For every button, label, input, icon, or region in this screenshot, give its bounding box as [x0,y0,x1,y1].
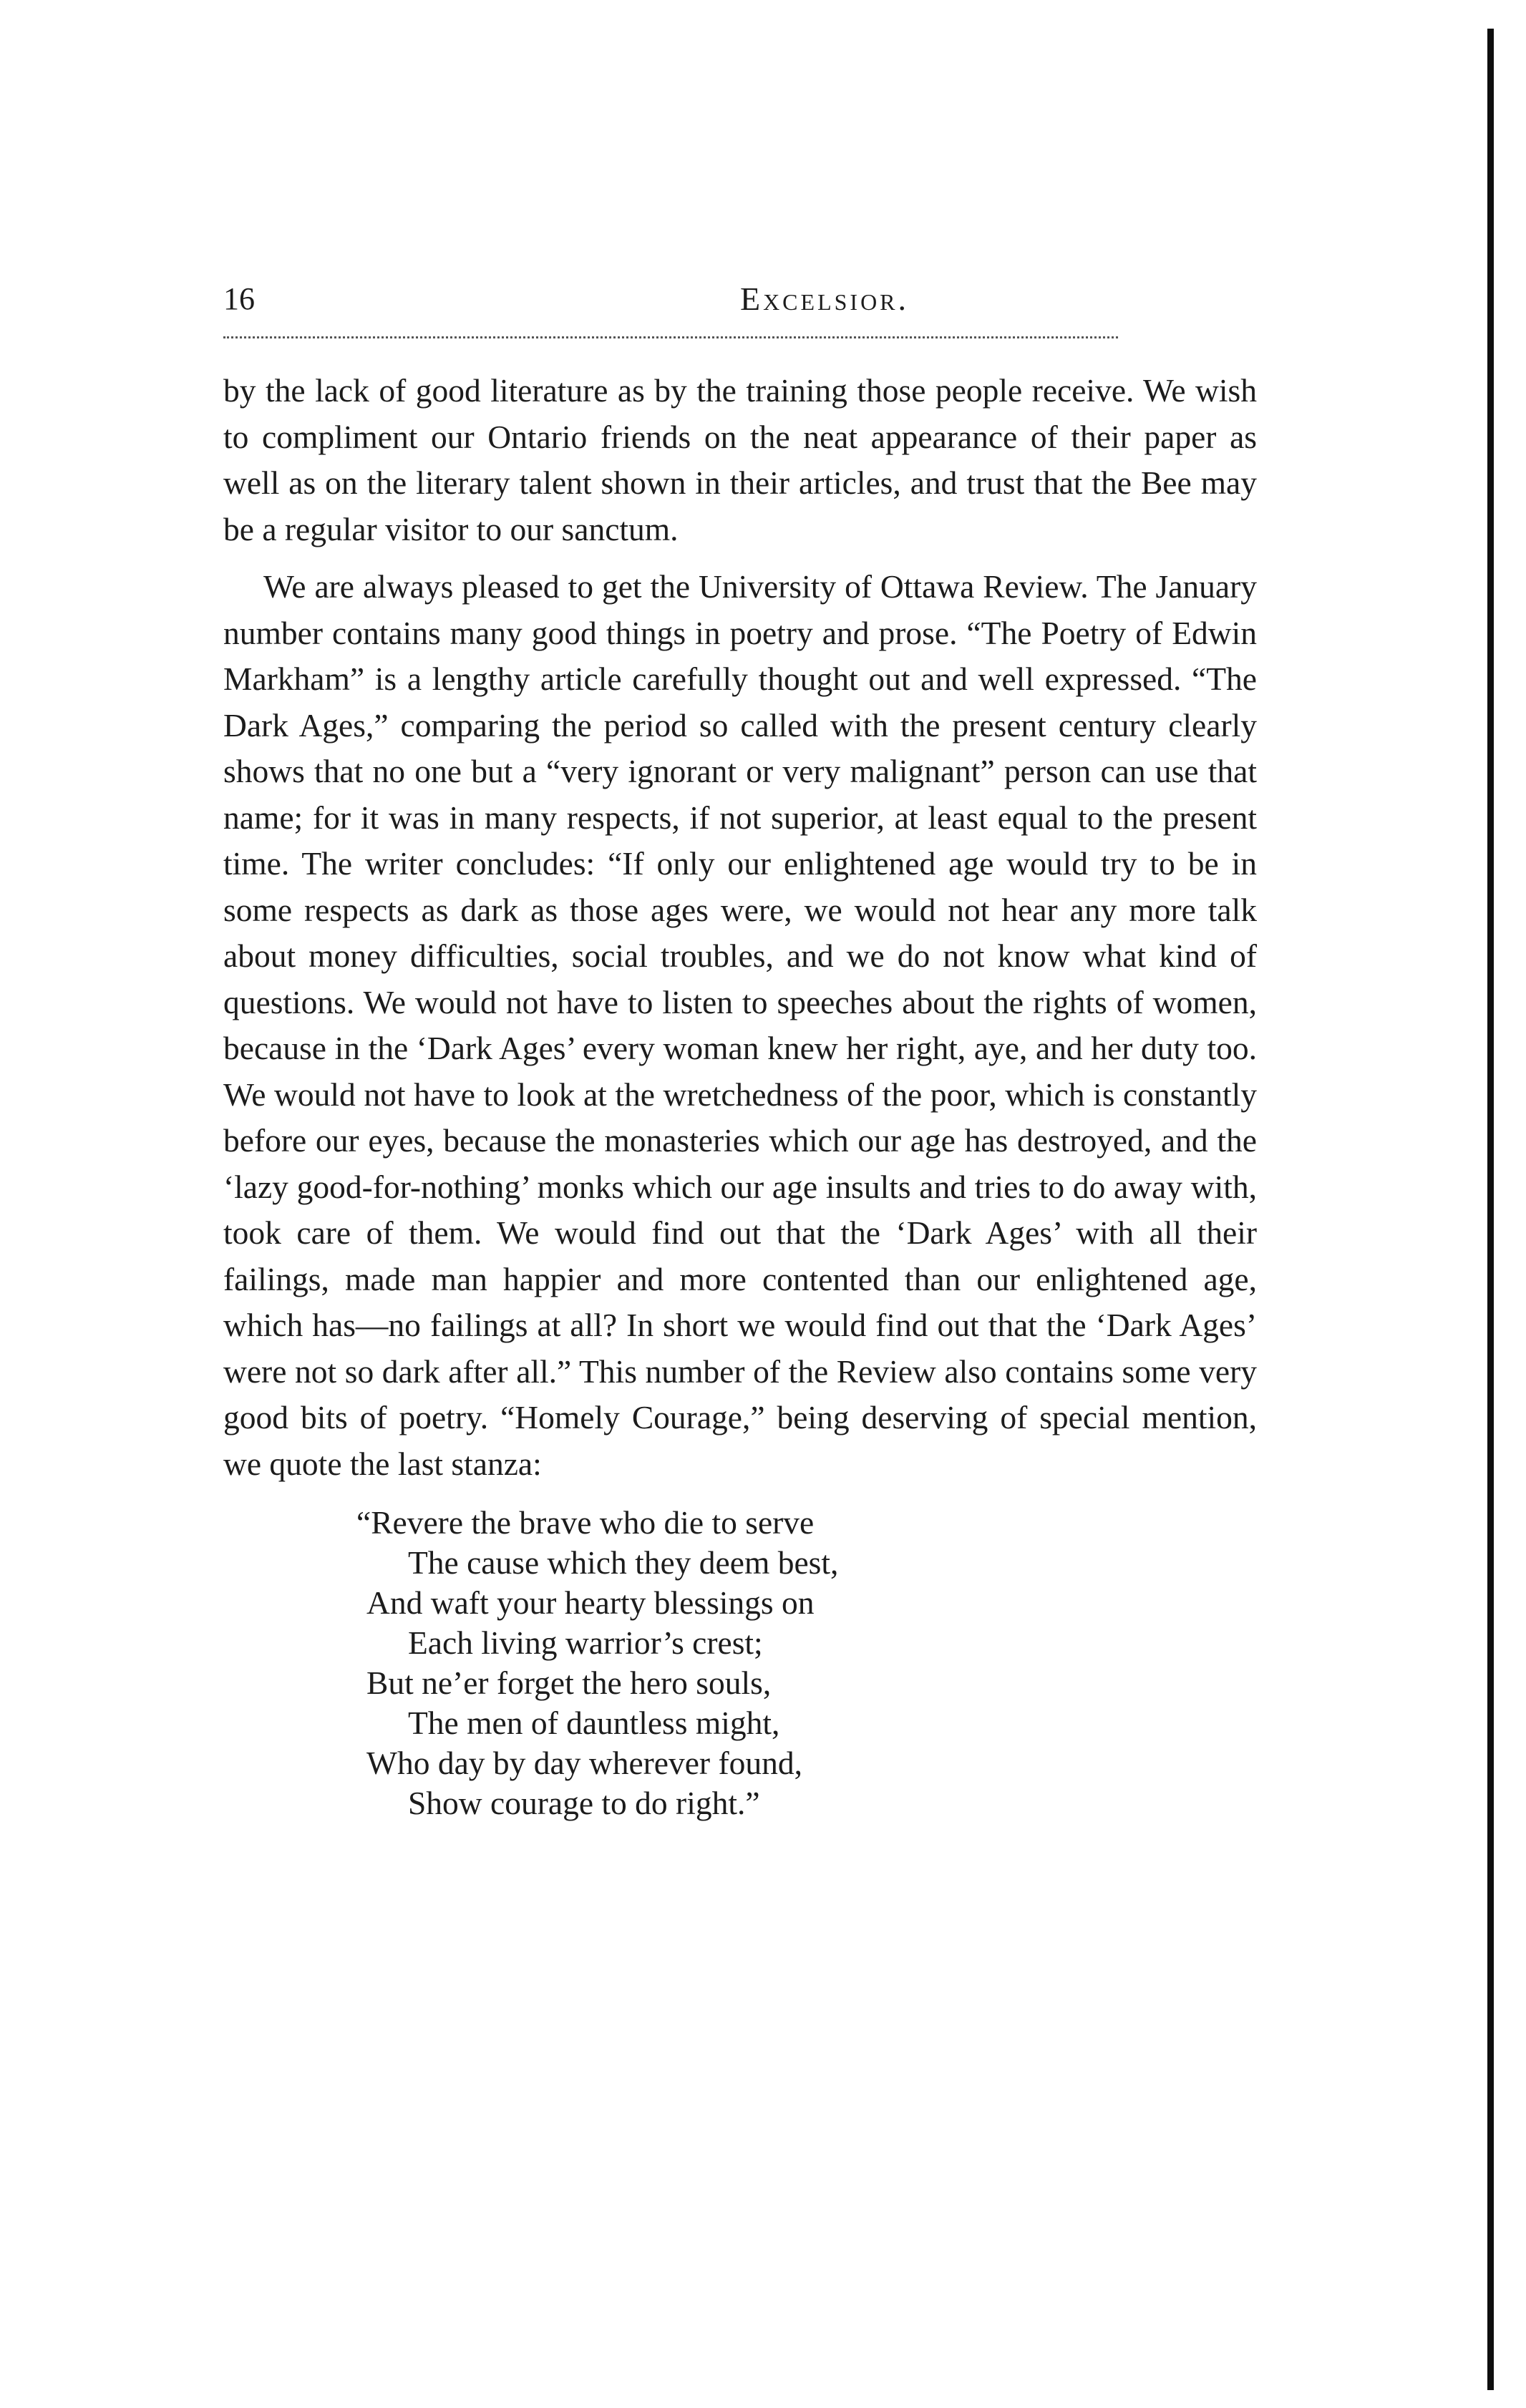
binding-edge [1487,29,1494,2390]
paragraph-continued: by the lack of good literature as by the training those people receive. We wish to compliment our Ontario friends on the neat appearance of their paper as well as on the literary talent shown in their articles, and trust that the Bee may be a regular visitor to our sanctum. [223,372,1257,547]
poem-line: And waft your hearty blessings on [366,1584,815,1621]
page-number: 16 [223,281,255,316]
quoted-stanza [223,1503,1257,1823]
poem-line: Each living warrior’s crest; [408,1624,763,1661]
poem-line: “Revere the brave who die to serve [356,1504,815,1541]
poem-line: Show courage to do right.” [408,1785,760,1821]
page-header [223,278,1340,328]
article-body [223,368,1257,1823]
poem-line: Who day by day wherever found, [366,1745,802,1781]
paragraph-ottawa-review: We are always pleased to get the University of Ottawa Review. The January number contains many good things in poetry and prose. “The Poetry of Edwin Markham” is a lengthy article carefully thought out and well expressed. “The Dark Ages,” comparing the period so called with the present century clearly shows that no one but a “very ignorant or very malignant” person can use that name; for it was in many respects, if not superior, at least equal to the present time. The writer concludes: “If only our enlightened age would try to be in some respects as dark as those ages were, we would not hear any more talk about money difficulties, social troubles, and we do not know what kind of questions. We would not have to listen to speeches about the rights of women, because in the ‘Dark Ages’ every woman knew her right, aye, and her duty too. We would not have to look at the wretchedness of the poor, which is constantly before our eyes, because the monasteries which our age has destroyed, and the ‘lazy good-for-nothing’ monks which our age insults and tries to do away with, took care of them. We would find out that the ‘Dark Ages’ with all their failings, made man happier and more contented than our enlightened age, which has—no failings at all? In short we would find out that the ‘Dark Ages’ were not so dark after all.” This number of the Review also contains some very good bits of poetry. “Homely Courage,” being deserving of special mention, we quote the last stanza: [223,568,1257,1482]
running-title: Excelsior. [739,281,910,317]
poem-line: But ne’er forget the hero souls, [366,1664,772,1701]
header-rule [223,336,1118,338]
poem-line: The cause which they deem best, [408,1544,839,1581]
poem-line: The men of dauntless might, [408,1705,780,1741]
